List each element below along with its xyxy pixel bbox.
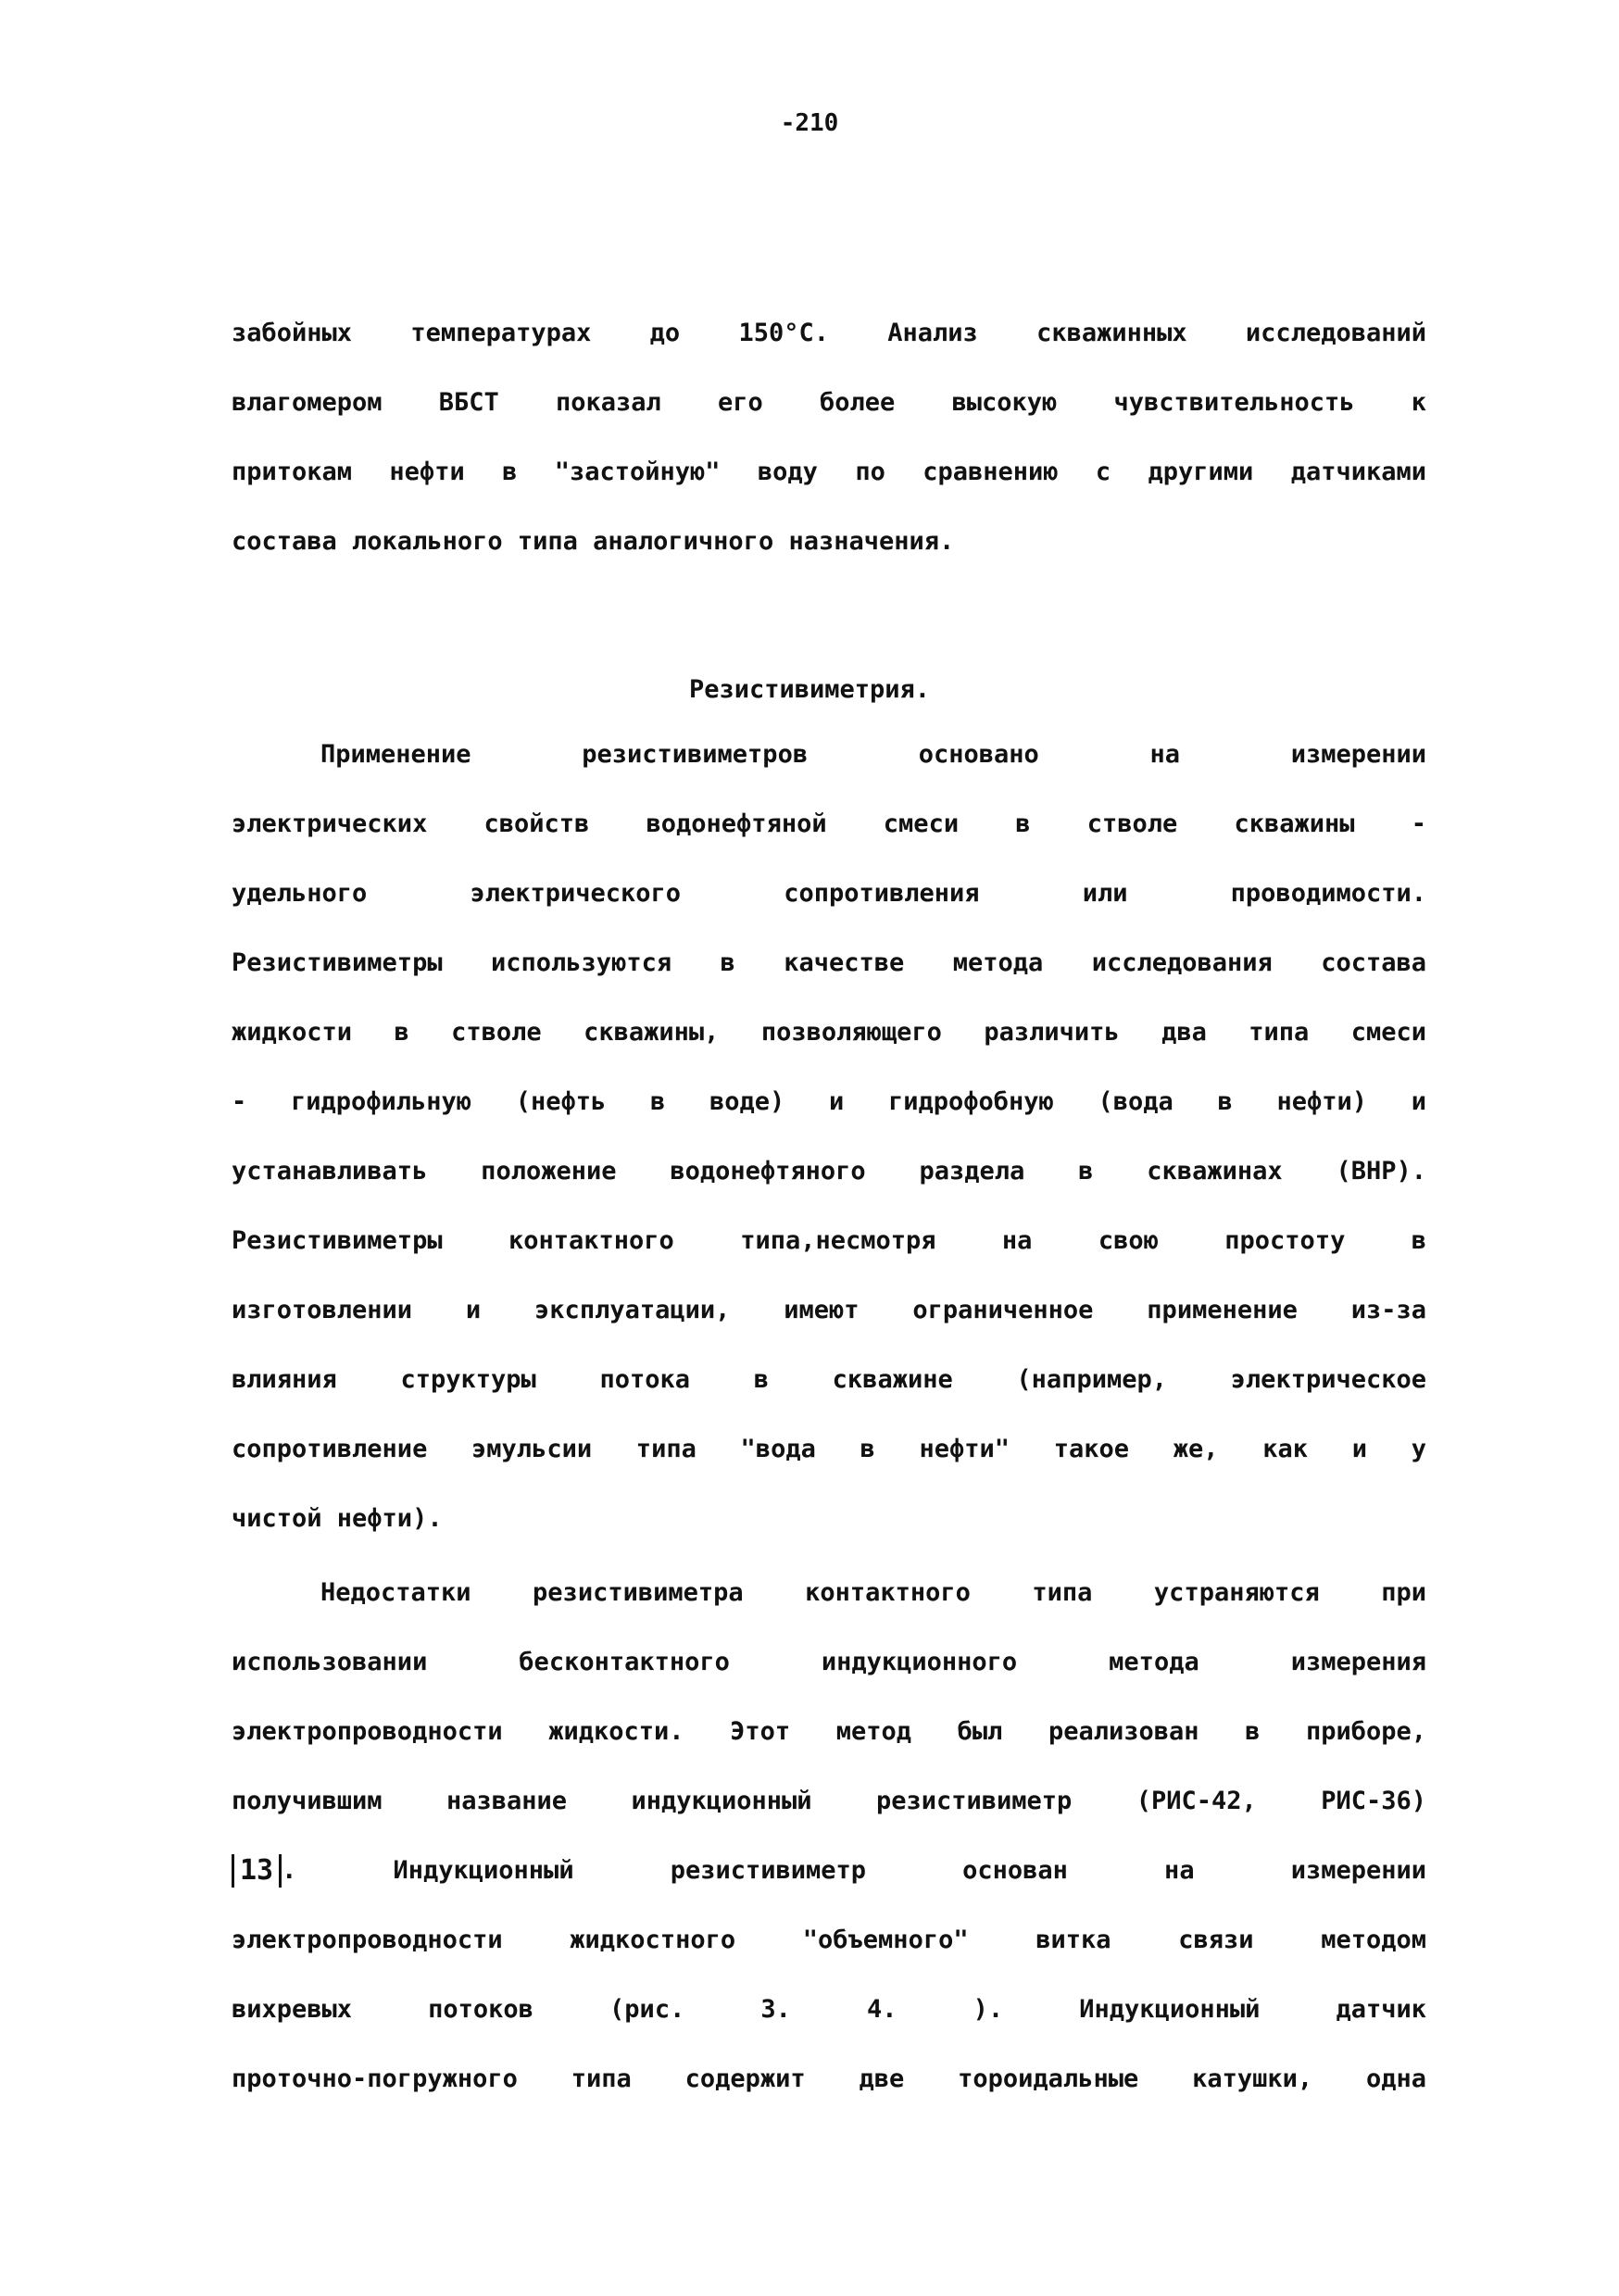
paragraph-line: электрических свойств водонефтяной смеси в стволе скважины - xyxy=(232,809,1426,838)
paragraph-line: Резистивиметры контактного типа,несмотря на свою простоту в xyxy=(232,1226,1426,1255)
paragraph-line: вихревых потоков (рис. 3. 4. ). Индукционный датчик xyxy=(232,1995,1426,2024)
paragraph-line: Резистивиметры используются в качестве метода исследования состава xyxy=(232,948,1426,977)
paragraph-line: притокам нефти в "застойную" воду по сравнению с другими датчиками xyxy=(232,458,1426,486)
paragraph-line: состава локального типа аналогичного назначения. xyxy=(232,527,955,556)
paragraph-line: - гидрофильную (нефть в воде) и гидрофобную (вода в нефти) и xyxy=(232,1087,1426,1116)
paragraph-line: электропроводности жидкости. Этот метод был реализован в приборе, xyxy=(232,1717,1426,1746)
paragraph-line: влагомером ВБСТ показал его более высокую чувствительность к xyxy=(232,388,1426,417)
paragraph-line: электропроводности жидкостного "объемного" витка связи методом xyxy=(232,1926,1426,1954)
paragraph-line: изготовлении и эксплуатации, имеют ограниченное применение из-за xyxy=(232,1296,1426,1324)
paragraph-line: жидкости в стволе скважины, позволяющего различить два типа смеси xyxy=(232,1018,1426,1047)
paragraph-line: сопротивление эмульсии типа "вода в нефти" такое же, как и у xyxy=(232,1435,1426,1463)
citation-line xyxy=(232,1852,1426,1889)
section-heading: Резистивиметрия. xyxy=(688,675,931,704)
paragraph-line: Недостатки резистивиметра контактного типа устраняются при xyxy=(320,1578,1426,1607)
paragraph-line: влияния структуры потока в скважине (например, электрическое xyxy=(232,1365,1426,1394)
paragraph-line: устанавливать положение водонефтяного раздела в скважинах (ВНР). xyxy=(232,1157,1426,1186)
paragraph-line: удельного электрического сопротивления или проводимости. xyxy=(232,879,1426,908)
paragraph-line: чистой нефти). xyxy=(232,1504,443,1533)
paragraph-line: проточно-погружного типа содержит две тороидальные катушки, одна xyxy=(232,2064,1426,2093)
paragraph-line: Применение резистивиметров основано на измерении xyxy=(320,740,1426,769)
paragraph-line: забойных температурах до 150°С. Анализ скважинных исследований xyxy=(232,319,1426,347)
paragraph-line: использовании бесконтактного индукционного метода измерения xyxy=(232,1648,1426,1676)
paragraph-line: . Индукционный резистивиметр основан на измерении xyxy=(282,1856,1426,1885)
citation-reference: 13 xyxy=(232,1854,282,1888)
page-number: -210 xyxy=(780,109,839,137)
paragraph-line: получившим название индукционный резистивиметр (РИС-42, РИС-36) xyxy=(232,1787,1426,1815)
